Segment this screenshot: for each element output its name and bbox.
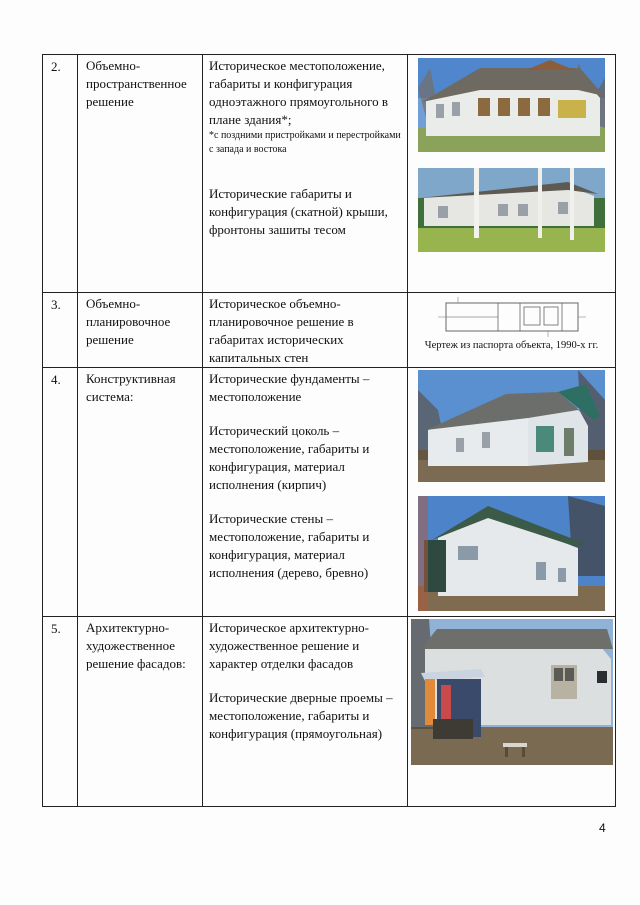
description-text: Исторические стены – местоположение, габариты и конфигурация, материал исполнения (дерево, бревно) (209, 511, 370, 580)
table-row (43, 55, 616, 293)
table-row (43, 617, 616, 807)
description-text: Историческое местоположение, габариты и конфигурация одноэтажного прямоугольного в плане здания*; (209, 58, 389, 127)
row-number: 3. (43, 293, 78, 368)
floor-plan-drawing (438, 297, 586, 337)
spacer (209, 673, 403, 689)
plan-cell (408, 293, 616, 368)
photo-cell (408, 617, 616, 807)
table-row (43, 293, 616, 368)
building-photo (411, 619, 613, 765)
spacer (209, 494, 403, 510)
row-number: 2. (43, 55, 78, 293)
description-text: Историческое объемно-планировочное решение в габаритах исторических капитальных стен (209, 296, 354, 365)
description-text: Исторический цоколь – местоположение, габариты и конфигурация, материал исполнения (кирпич) (209, 423, 370, 492)
building-photo (418, 58, 605, 152)
spacer (209, 157, 403, 185)
description-text: Исторические дверные проемы – местоположение, габариты и конфигурация (прямоугольная) (209, 690, 393, 741)
row-number: 4. (43, 368, 78, 617)
row-title: Объемно-пространственное решение (78, 55, 203, 293)
row-title: Конструктивная система: (78, 368, 203, 617)
table-row (43, 368, 616, 617)
description-text: Исторические фундаменты – местоположение (209, 371, 370, 404)
building-photo (418, 168, 605, 252)
page-number: 4 (599, 821, 606, 835)
spacer (209, 406, 403, 422)
description-text: Историческое архитектурно-художественное решение и характер отделки фасадов (209, 620, 369, 671)
plan-caption: Чертеж из паспорта объекта, 1990-х гг. (424, 340, 599, 351)
row-title: Объемно-планировочное решение (78, 293, 203, 368)
row-description (203, 617, 408, 807)
document-table (42, 54, 616, 807)
row-description (203, 293, 408, 368)
row-description (203, 55, 408, 293)
photo-cell (408, 368, 616, 617)
building-photo (418, 496, 605, 611)
row-title: Архитектурно-художественное решение фасадов: (78, 617, 203, 807)
description-note: *с поздними пристройками и перестройками с запада и востока (209, 130, 401, 155)
row-description (203, 368, 408, 617)
building-photo (418, 370, 605, 482)
row-number: 5. (43, 617, 78, 807)
photo-cell (408, 55, 616, 293)
description-text: Исторические габариты и конфигурация (скатной) крыши, фронтоны зашиты тесом (209, 186, 388, 237)
